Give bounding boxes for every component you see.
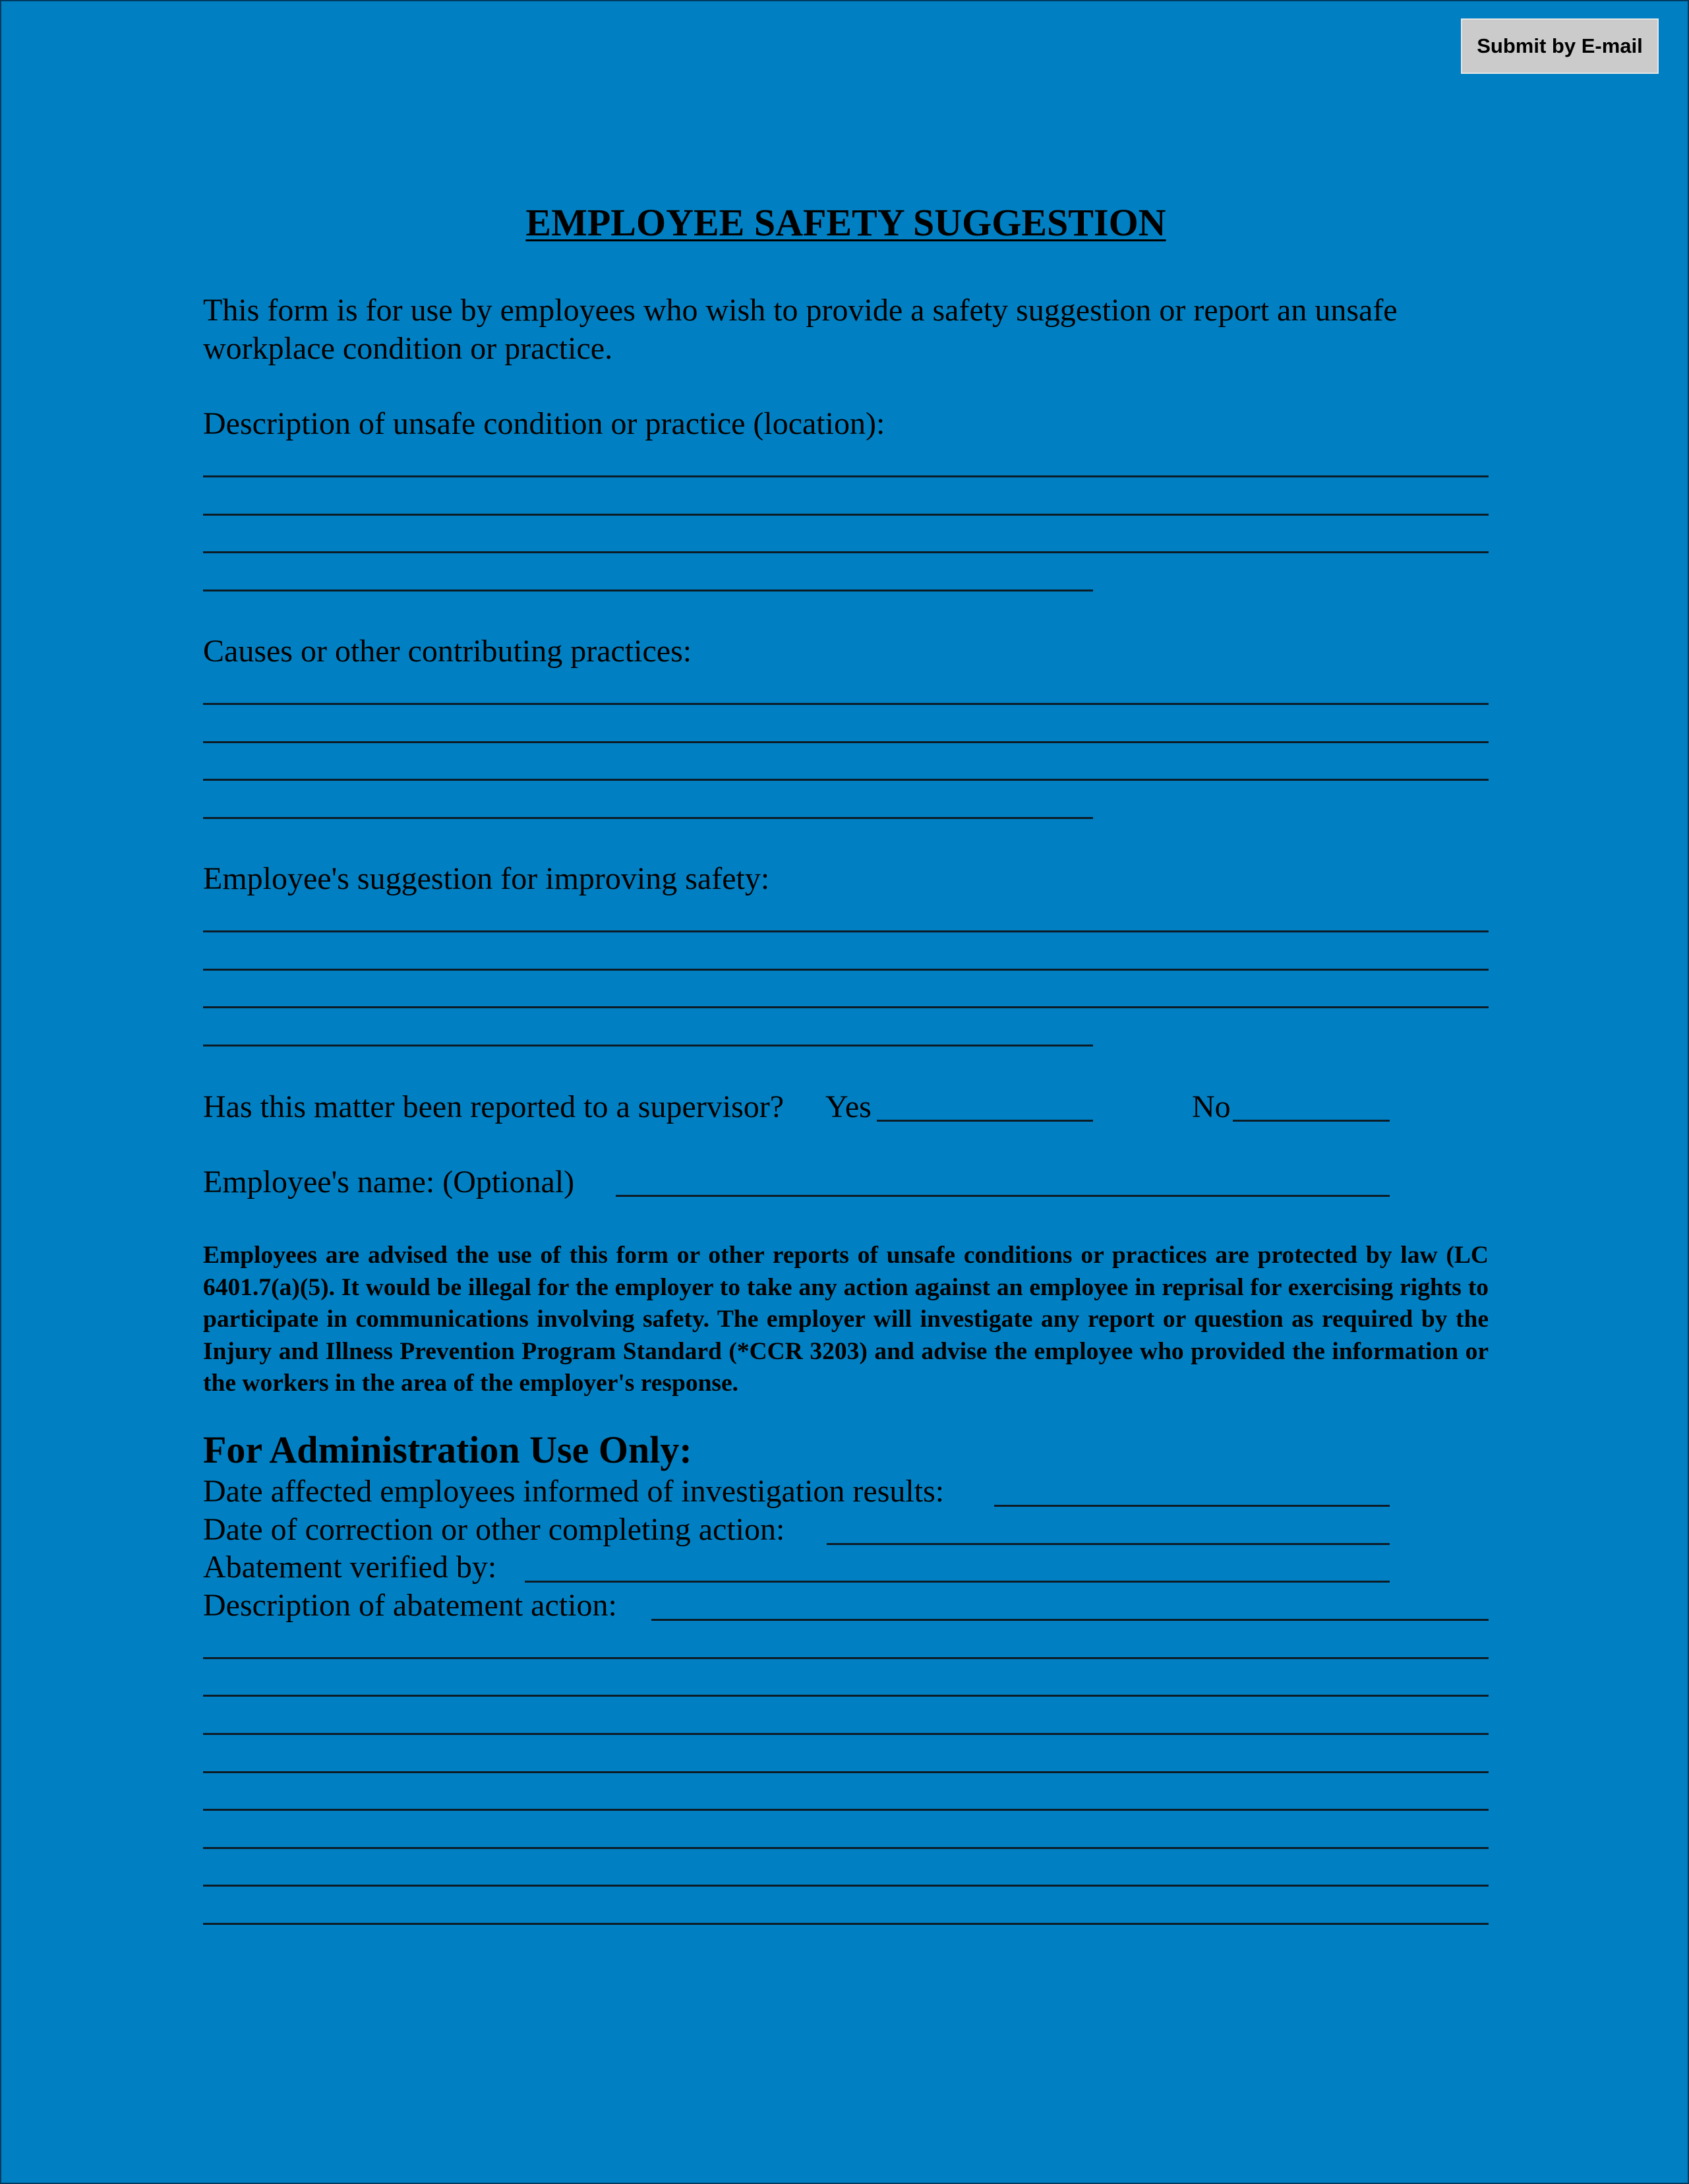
abatement-description-line-6[interactable] [203, 1809, 1489, 1811]
causes-field-line-2[interactable] [203, 741, 1489, 743]
causes-field-line-3[interactable] [203, 779, 1489, 781]
abatement-description-line-4[interactable] [203, 1733, 1489, 1735]
form-title: EMPLOYEE SAFETY SUGGESTION [525, 201, 1166, 244]
description-label: Description of unsafe condition or practice (location): [203, 406, 885, 441]
suggestion-field-line-2[interactable] [203, 969, 1489, 971]
abatement-description-line-7[interactable] [203, 1847, 1489, 1849]
yes-label: Yes [825, 1089, 872, 1124]
employee-name-field[interactable] [616, 1195, 1390, 1197]
intro-text-line-1: This form is for use by employees who wish to provide a safety suggestion or report an unsafe [203, 293, 1398, 328]
submit-by-email-button[interactable]: Submit by E-mail [1461, 18, 1659, 74]
abatement-description-line-3[interactable] [203, 1695, 1489, 1697]
abatement-description-line-5[interactable] [203, 1771, 1489, 1773]
causes-label: Causes or other contributing practices: [203, 634, 692, 669]
causes-field-line-1[interactable] [203, 703, 1489, 705]
suggestion-field-line-3[interactable] [203, 1006, 1489, 1008]
date-informed-field[interactable] [994, 1505, 1390, 1507]
date-informed-label: Date affected employees informed of investigation results: [203, 1474, 945, 1509]
verified-by-label: Abatement verified by: [203, 1550, 497, 1585]
employee-name-label: Employee's name: (Optional) [203, 1165, 575, 1199]
abatement-description-label: Description of abatement action: [203, 1588, 617, 1623]
causes-field-line-4[interactable] [203, 817, 1093, 819]
suggestion-field-line-1[interactable] [203, 930, 1489, 932]
intro-text-line-2: workplace condition or practice. [203, 331, 613, 366]
description-field-line-4[interactable] [203, 590, 1093, 592]
date-correction-label: Date of correction or other completing action: [203, 1512, 785, 1547]
admin-section-heading: For Administration Use Only: [203, 1428, 692, 1471]
abatement-description-line-1[interactable] [651, 1619, 1489, 1621]
description-field-line-1[interactable] [203, 475, 1489, 477]
description-field-line-2[interactable] [203, 514, 1489, 516]
legal-notice: Employees are advised the use of this form or other reports of unsafe conditions or practices are protected by law (LC 6401.7(a)(5). It would be illegal for the employer to take any action against an employee in reprisal for exercising rights to participate in communications involving safety. The employer will investigate any report or question as required by the Injury and Illness Prevention Program Standard (*CCR 3203) and advise the employee who provided the information or the workers in the area of the employer's response. [203, 1242, 1489, 1397]
no-label: No [1192, 1089, 1231, 1124]
reported-question: Has this matter been reported to a supervisor? [203, 1089, 785, 1124]
abatement-description-line-8[interactable] [203, 1885, 1489, 1887]
no-field[interactable] [1233, 1120, 1390, 1122]
suggestion-label: Employee's suggestion for improving safety: [203, 861, 770, 896]
abatement-description-line-9[interactable] [203, 1923, 1489, 1925]
verified-by-field[interactable] [525, 1581, 1390, 1583]
yes-field[interactable] [877, 1120, 1093, 1122]
date-correction-field[interactable] [827, 1543, 1390, 1545]
suggestion-field-line-4[interactable] [203, 1045, 1093, 1046]
abatement-description-line-2[interactable] [203, 1657, 1489, 1659]
description-field-line-3[interactable] [203, 551, 1489, 553]
